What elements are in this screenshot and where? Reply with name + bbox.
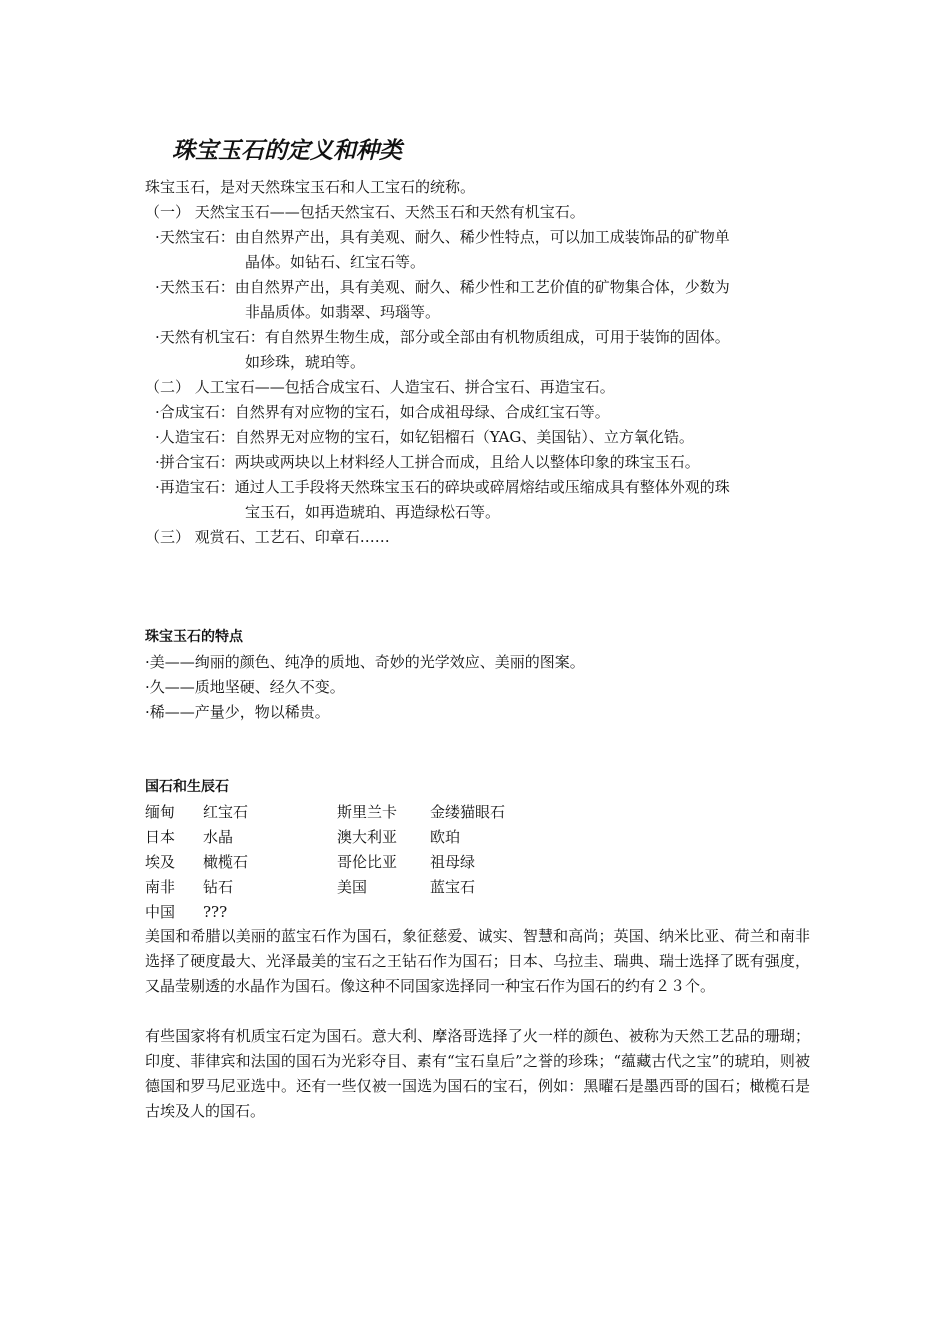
category-artificial: （二） 人工宝石——包括合成宝石、人造宝石、拼合宝石、再造宝石。 — [145, 378, 615, 396]
reconstructed-gem-line1: ·再造宝石：通过人工手段将天然珠宝玉石的碎块或碎屑熔结或压缩成具有整体外观的珠 — [155, 478, 730, 496]
stone-cell: 橄榄石 — [203, 853, 249, 871]
natural-gem-line1: ·天然宝石：由自然界产出，具有美观、耐久、稀少性特点，可以加工成装饰品的矿物单 — [155, 228, 730, 246]
country-cell: 埃及 — [145, 853, 176, 871]
stone-cell: 金缕猫眼石 — [430, 803, 506, 821]
country-cell: 中国 — [145, 903, 176, 921]
stone-cell: 钻石 — [203, 878, 234, 896]
organic-gem-line2: 如珍珠，琥珀等。 — [245, 353, 366, 371]
stone-cell: 欧珀 — [430, 828, 461, 846]
synthetic-gem-line: ·合成宝石：自然界有对应物的宝石，如合成祖母绿、合成红宝石等。 — [155, 403, 610, 421]
artificial-gem-line: ·人造宝石：自然界无对应物的宝石，如钇铝榴石（YAG、美国钻）、立方氧化锆。 — [155, 428, 694, 446]
national-stones-heading: 国石和生辰石 — [145, 779, 229, 795]
organic-gem-line1: ·天然有机宝石：有自然界生物生成，部分或全部由有机物质组成，可用于装饰的固体。 — [155, 328, 730, 346]
category-ornamental: （三） 观赏石、工艺石、印章石…… — [145, 528, 390, 546]
national-stones-paragraph-1: 美国和希腊以美丽的蓝宝石作为国石，象征慈爱、诚实、智慧和高尚；英国、纳米比亚、荷兰和南非选择了硬度最大、光泽最美的宝石之王钻石作为国石；日本、乌拉圭、瑞典、瑞士选择了既有强度，又晶莹剔透的水晶作为国石。像这种不同国家选择同一种宝石作为国石的约有２３个。 — [145, 927, 810, 995]
stone-cell: 祖母绿 — [430, 853, 476, 871]
natural-jade-line2: 非晶质体。如翡翠、玛瑙等。 — [245, 303, 441, 321]
page-title: 珠宝玉石的定义和种类 — [172, 138, 402, 164]
country-cell: 美国 — [337, 878, 368, 896]
stone-cell: 水晶 — [203, 828, 234, 846]
country-cell: 南非 — [145, 878, 176, 896]
feature-durability: ·久——质地坚硬、经久不变。 — [145, 678, 345, 696]
stone-cell: ??? — [203, 903, 228, 921]
category-natural: （一） 天然宝玉石——包括天然宝石、天然玉石和天然有机宝石。 — [145, 203, 585, 221]
features-heading: 珠宝玉石的特点 — [145, 629, 243, 645]
country-cell: 日本 — [145, 828, 176, 846]
feature-beauty: ·美——绚丽的颜色、纯净的质地、奇妙的光学效应、美丽的图案。 — [145, 653, 585, 671]
natural-gem-line2: 晶体。如钻石、红宝石等。 — [245, 253, 426, 271]
natural-jade-line1: ·天然玉石：由自然界产出，具有美观、耐久、稀少性和工艺价值的矿物集合体，少数为 — [155, 278, 730, 296]
intro-text: 珠宝玉石，是对天然珠宝玉石和人工宝石的统称。 — [145, 178, 476, 196]
country-cell: 缅甸 — [145, 803, 176, 821]
stone-cell: 红宝石 — [203, 803, 249, 821]
national-stones-paragraph-2: 有些国家将有机质宝石定为国石。意大利、摩洛哥选择了火一样的颜色、被称为天然工艺品的珊瑚；印度、菲律宾和法国的国石为光彩夺目、素有“宝石皇后”之誉的珍珠；“蕴藏古代之宝”的琥珀，则被德国和罗马尼亚选中。还有一些仅被一国选为国石的宝石，例如：黑曜石是墨西哥的国石；橄榄石是古埃及人的国石。 — [145, 1027, 810, 1120]
country-cell: 哥伦比亚 — [337, 853, 398, 871]
reconstructed-gem-line2: 宝玉石，如再造琥珀、再造绿松石等。 — [245, 503, 501, 521]
country-cell: 斯里兰卡 — [337, 803, 398, 821]
stone-cell: 蓝宝石 — [430, 878, 476, 896]
feature-rarity: ·稀——产量少，物以稀贵。 — [145, 703, 330, 721]
composite-gem-line: ·拼合宝石：两块或两块以上材料经人工拼合而成，且给人以整体印象的珠宝玉石。 — [155, 453, 700, 471]
country-cell: 澳大利亚 — [337, 828, 398, 846]
